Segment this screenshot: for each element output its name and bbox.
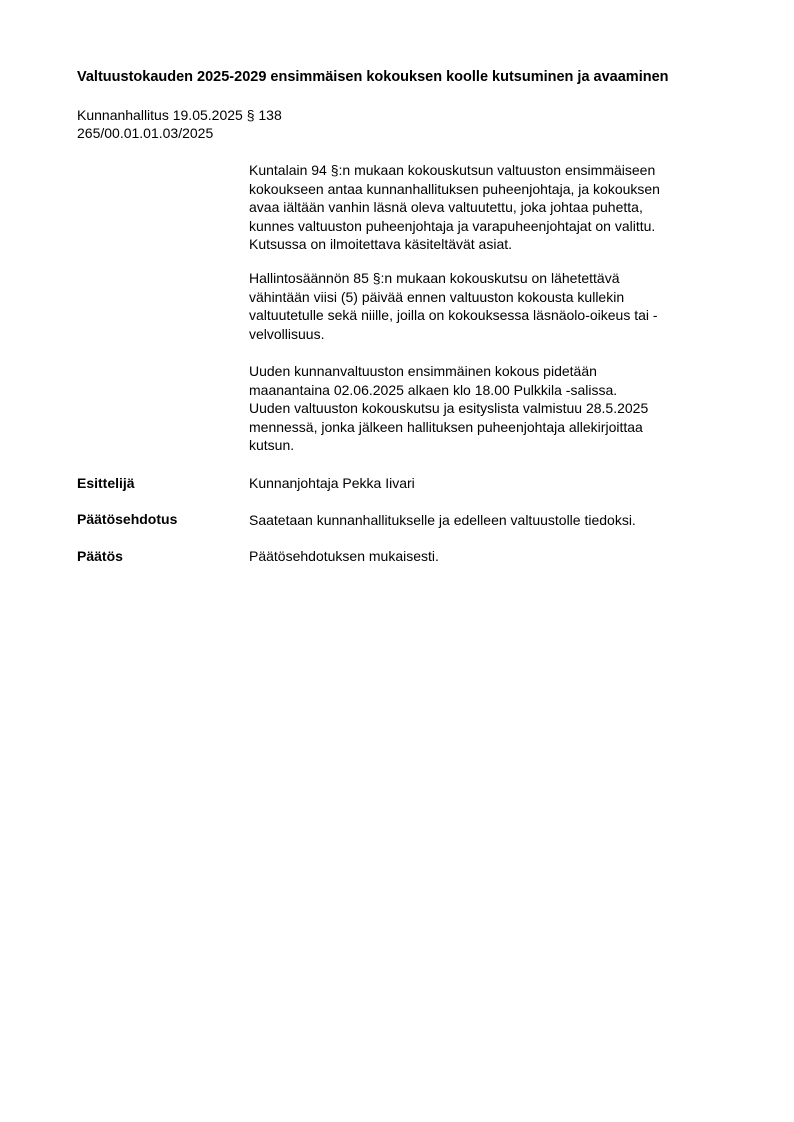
presenter-label: Esittelijä [77, 475, 135, 491]
paragraph-line: kokoukseen antaa kunnanhallituksen puheenjohtaja, ja kokouksen [249, 180, 660, 197]
paragraph-line: mennessä, jonka jälkeen hallituksen puheenjohtaja allekirjoittaa [249, 418, 643, 435]
paragraph-line: Uuden valtuuston kokouskutsu ja esityslista valmistuu 28.5.2025 [249, 400, 649, 416]
paragraph-line: Kutsussa on ilmoitettava käsiteltävät asiat. [249, 236, 513, 252]
paragraph-line: Kuntalain 94 §:n mukaan kokouskutsun valtuuston ensimmäiseen [249, 162, 656, 178]
paragraph-line: kutsun. [249, 437, 295, 453]
paragraph-line: avaa iältään vanhin läsnä oleva valtuutettu, joka johtaa puhetta, [249, 199, 643, 215]
paragraph-line: Hallintosäännön 85 §:n mukaan kokouskutsu on lähetettävä [249, 270, 620, 286]
meeting-date-section: Kunnanhallitus 19.05.2025 § 138 [77, 107, 282, 123]
paragraph-kuntalaki [249, 161, 729, 254]
meeting-reference [77, 106, 282, 142]
proposal-label: Päätösehdotus [77, 511, 178, 527]
paragraph-hallintosaanto [249, 269, 729, 343]
presenter-value: Kunnanjohtaja Pekka Iivari [249, 475, 415, 491]
paragraph-meeting-time [249, 362, 729, 455]
record-number: 265/00.01.01.03/2025 [77, 125, 214, 141]
paragraph-line: velvollisuus. [249, 325, 325, 342]
document-title: Valtuustokauden 2025-2029 ensimmäisen kokouksen koolle kutsuminen ja avaaminen [77, 69, 669, 85]
paragraph-line: vähintään viisi (5) päivää ennen valtuuston kokousta kullekin [249, 288, 625, 305]
proposal-value: Saatetaan kunnanhallitukselle ja edelleen valtuustolle tiedoksi. [249, 512, 636, 528]
decision-label: Päätös [77, 548, 123, 564]
paragraph-line: kunnes valtuuston puheenjohtaja ja varapuheenjohtajat on valittu. [249, 217, 656, 234]
paragraph-line: Uuden kunnanvaltuuston ensimmäinen kokous pidetään [249, 363, 597, 379]
paragraph-line: maanantaina 02.06.2025 alkaen klo 18.00 Pulkkila -salissa. [249, 381, 618, 398]
decision-value: Päätösehdotuksen mukaisesti. [249, 548, 439, 564]
paragraph-line: valtuutetulle sekä niille, joilla on kokouksessa läsnäolo-oikeus tai - [249, 307, 658, 323]
